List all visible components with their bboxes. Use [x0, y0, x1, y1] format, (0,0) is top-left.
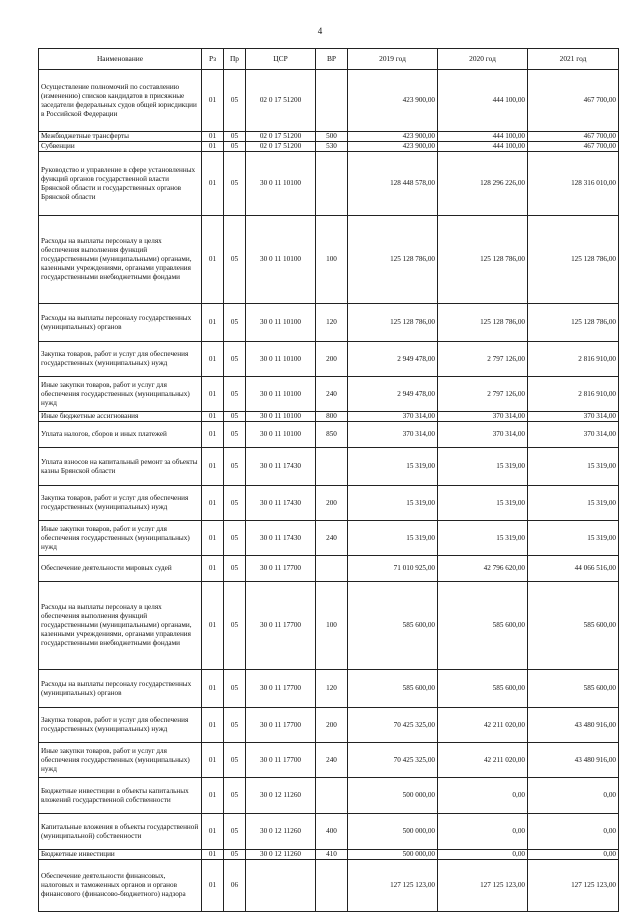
- cell-vr: 120: [316, 304, 348, 342]
- cell-name: Закупка товаров, работ и услуг для обеспечения государственных (муниципальных) нужд: [39, 708, 202, 743]
- cell-pr: 05: [224, 152, 246, 216]
- cell-rz: 01: [202, 814, 224, 850]
- col-header-2021: 2021 год: [528, 49, 619, 70]
- cell-csr: 30 0 12 11260: [246, 850, 316, 860]
- col-header-name: Наименование: [39, 49, 202, 70]
- cell-pr: 05: [224, 814, 246, 850]
- cell-2019: 585 600,00: [348, 670, 438, 708]
- cell-name: Субвенции: [39, 142, 202, 152]
- cell-2019: 70 425 325,00: [348, 743, 438, 778]
- cell-2021: 467 700,00: [528, 142, 619, 152]
- cell-name: Иные закупки товаров, работ и услуг для обеспечения государственных (муниципальных) нужд: [39, 521, 202, 556]
- cell-csr: 30 0 11 10100: [246, 216, 316, 304]
- cell-2020: 585 600,00: [438, 670, 528, 708]
- cell-pr: 05: [224, 304, 246, 342]
- cell-csr: 30 0 11 17430: [246, 448, 316, 486]
- budget-table: [38, 48, 619, 912]
- cell-pr: 06: [224, 860, 246, 912]
- table-row: [39, 670, 619, 708]
- cell-name: Иные бюджетные ассигнования: [39, 412, 202, 422]
- table-row: [39, 422, 619, 448]
- table-row: [39, 304, 619, 342]
- cell-vr: 410: [316, 850, 348, 860]
- cell-2019: 500 000,00: [348, 778, 438, 814]
- cell-2021: 44 066 516,00: [528, 556, 619, 582]
- cell-2019: 2 949 478,00: [348, 342, 438, 377]
- cell-csr: 30 0 11 10100: [246, 422, 316, 448]
- cell-pr: 05: [224, 216, 246, 304]
- cell-csr: 30 0 11 17700: [246, 743, 316, 778]
- table-row: [39, 448, 619, 486]
- cell-name: Уплата налогов, сборов и иных платежей: [39, 422, 202, 448]
- cell-2021: 125 128 786,00: [528, 216, 619, 304]
- cell-pr: 05: [224, 486, 246, 521]
- cell-2019: 370 314,00: [348, 412, 438, 422]
- cell-2021: 127 125 123,00: [528, 860, 619, 912]
- cell-2020: 0,00: [438, 778, 528, 814]
- cell-csr: 30 0 11 17430: [246, 521, 316, 556]
- cell-rz: 01: [202, 412, 224, 422]
- table-row: [39, 521, 619, 556]
- cell-2020: 0,00: [438, 814, 528, 850]
- cell-2020: 42 211 020,00: [438, 708, 528, 743]
- cell-pr: 05: [224, 377, 246, 412]
- table-row: [39, 342, 619, 377]
- cell-pr: 05: [224, 670, 246, 708]
- col-header-vr: ВР: [316, 49, 348, 70]
- cell-2021: 15 319,00: [528, 486, 619, 521]
- cell-rz: 01: [202, 152, 224, 216]
- cell-name: Обеспечение деятельности мировых судей: [39, 556, 202, 582]
- cell-2021: 43 480 916,00: [528, 743, 619, 778]
- cell-2021: 585 600,00: [528, 670, 619, 708]
- cell-pr: 05: [224, 850, 246, 860]
- cell-name: Расходы на выплаты персоналу государственных (муниципальных) органов: [39, 304, 202, 342]
- cell-rz: 01: [202, 486, 224, 521]
- table-row: [39, 70, 619, 132]
- cell-2019: 70 425 325,00: [348, 708, 438, 743]
- cell-name: Иные закупки товаров, работ и услуг для обеспечения государственных (муниципальных) нужд: [39, 743, 202, 778]
- cell-2019: 370 314,00: [348, 422, 438, 448]
- cell-pr: 05: [224, 521, 246, 556]
- cell-name: Обеспечение деятельности финансовых, налоговых и таможенных органов и органов финансового (финансово-бюджетного) надзора: [39, 860, 202, 912]
- cell-name: Уплата взносов на капитальный ремонт за объекты казны Брянской области: [39, 448, 202, 486]
- cell-vr: 800: [316, 412, 348, 422]
- cell-csr: 02 0 17 51200: [246, 132, 316, 142]
- cell-csr: 02 0 17 51200: [246, 142, 316, 152]
- cell-rz: 01: [202, 304, 224, 342]
- cell-rz: 01: [202, 778, 224, 814]
- cell-name: Осуществление полномочий по составлению (изменению) списков кандидатов в присяжные заседатели федеральных судов общей юрисдикции в Российской Федерации: [39, 70, 202, 132]
- cell-vr: 530: [316, 142, 348, 152]
- cell-vr: 200: [316, 708, 348, 743]
- cell-rz: 01: [202, 377, 224, 412]
- cell-csr: 30 0 11 17700: [246, 556, 316, 582]
- cell-2021: 15 319,00: [528, 521, 619, 556]
- cell-2019: 15 319,00: [348, 521, 438, 556]
- cell-name: Бюджетные инвестиции: [39, 850, 202, 860]
- col-header-2020: 2020 год: [438, 49, 528, 70]
- cell-csr: 30 0 11 10100: [246, 152, 316, 216]
- table-row: [39, 582, 619, 670]
- table-row: [39, 850, 619, 860]
- cell-csr: 30 0 11 17700: [246, 670, 316, 708]
- cell-name: Расходы на выплаты персоналу в целях обеспечения выполнения функций государственными (муниципальными) органами, казенными учреждениями, органами управления государственными внебюджетными фондами: [39, 216, 202, 304]
- cell-name: Межбюджетные трансферты: [39, 132, 202, 142]
- cell-2020: 42 211 020,00: [438, 743, 528, 778]
- cell-pr: 05: [224, 70, 246, 132]
- cell-2021: 585 600,00: [528, 582, 619, 670]
- cell-rz: 01: [202, 670, 224, 708]
- cell-name: Капитальные вложения в объекты государственной (муниципальной) собственности: [39, 814, 202, 850]
- cell-rz: 01: [202, 850, 224, 860]
- cell-2021: 370 314,00: [528, 412, 619, 422]
- cell-vr: [316, 778, 348, 814]
- cell-2019: 500 000,00: [348, 850, 438, 860]
- cell-vr: 200: [316, 342, 348, 377]
- table-row: [39, 743, 619, 778]
- cell-2021: 0,00: [528, 814, 619, 850]
- cell-2019: 15 319,00: [348, 486, 438, 521]
- cell-name: Расходы на выплаты персоналу государственных (муниципальных) органов: [39, 670, 202, 708]
- col-header-pr: Пр: [224, 49, 246, 70]
- table-row: [39, 132, 619, 142]
- cell-vr: 240: [316, 743, 348, 778]
- col-header-csr: ЦСР: [246, 49, 316, 70]
- cell-2021: 0,00: [528, 778, 619, 814]
- cell-pr: 05: [224, 422, 246, 448]
- cell-csr: 30 0 11 10100: [246, 304, 316, 342]
- cell-2019: 423 900,00: [348, 70, 438, 132]
- cell-2020: 444 100,00: [438, 142, 528, 152]
- table-row: [39, 708, 619, 743]
- cell-2020: 444 100,00: [438, 70, 528, 132]
- cell-2020: 125 128 786,00: [438, 304, 528, 342]
- cell-pr: 05: [224, 708, 246, 743]
- cell-2019: 423 900,00: [348, 132, 438, 142]
- header-row: [39, 49, 619, 70]
- page-number: 4: [317, 26, 323, 36]
- cell-2019: 423 900,00: [348, 142, 438, 152]
- cell-pr: 05: [224, 778, 246, 814]
- cell-pr: 05: [224, 582, 246, 670]
- cell-pr: 05: [224, 448, 246, 486]
- cell-csr: [246, 860, 316, 912]
- cell-vr: 100: [316, 582, 348, 670]
- col-header-2019: 2019 год: [348, 49, 438, 70]
- cell-vr: 240: [316, 377, 348, 412]
- cell-2020: 15 319,00: [438, 448, 528, 486]
- cell-vr: [316, 556, 348, 582]
- cell-rz: 01: [202, 216, 224, 304]
- cell-2020: 2 797 126,00: [438, 342, 528, 377]
- cell-csr: 30 0 11 10100: [246, 412, 316, 422]
- cell-csr: 30 0 11 17700: [246, 708, 316, 743]
- cell-pr: 05: [224, 142, 246, 152]
- table-row: [39, 486, 619, 521]
- cell-vr: 850: [316, 422, 348, 448]
- cell-pr: 05: [224, 412, 246, 422]
- cell-2019: 125 128 786,00: [348, 304, 438, 342]
- table-row: [39, 377, 619, 412]
- table-row: [39, 142, 619, 152]
- cell-pr: 05: [224, 743, 246, 778]
- cell-2021: 43 480 916,00: [528, 708, 619, 743]
- cell-pr: 05: [224, 342, 246, 377]
- table-row: [39, 860, 619, 912]
- cell-2021: 2 816 910,00: [528, 377, 619, 412]
- cell-rz: 01: [202, 448, 224, 486]
- cell-rz: 01: [202, 70, 224, 132]
- cell-rz: 01: [202, 342, 224, 377]
- cell-name: Бюджетные инвестиции в объекты капитальных вложений государственной собственности: [39, 778, 202, 814]
- cell-name: Расходы на выплаты персоналу в целях обеспечения выполнения функций государственными (муниципальными) органами, казенными учреждениями, органами управления государственными внебюджетными фондами: [39, 582, 202, 670]
- cell-rz: 01: [202, 422, 224, 448]
- cell-rz: 01: [202, 582, 224, 670]
- table-row: [39, 778, 619, 814]
- cell-2020: 585 600,00: [438, 582, 528, 670]
- cell-2019: 71 010 925,00: [348, 556, 438, 582]
- cell-2020: 128 296 226,00: [438, 152, 528, 216]
- cell-name: Закупка товаров, работ и услуг для обеспечения государственных (муниципальных) нужд: [39, 342, 202, 377]
- cell-2020: 125 128 786,00: [438, 216, 528, 304]
- cell-2020: 370 314,00: [438, 422, 528, 448]
- cell-rz: 01: [202, 743, 224, 778]
- cell-2021: 370 314,00: [528, 422, 619, 448]
- table-row: [39, 556, 619, 582]
- cell-2020: 42 796 620,00: [438, 556, 528, 582]
- cell-csr: 02 0 17 51200: [246, 70, 316, 132]
- cell-rz: 01: [202, 556, 224, 582]
- cell-2021: 467 700,00: [528, 132, 619, 142]
- cell-csr: 30 0 11 10100: [246, 377, 316, 412]
- cell-2020: 15 319,00: [438, 521, 528, 556]
- cell-pr: 05: [224, 132, 246, 142]
- cell-rz: 01: [202, 860, 224, 912]
- cell-csr: 30 0 11 17430: [246, 486, 316, 521]
- cell-2021: 15 319,00: [528, 448, 619, 486]
- cell-2021: 128 316 010,00: [528, 152, 619, 216]
- cell-pr: 05: [224, 556, 246, 582]
- table-row: [39, 412, 619, 422]
- cell-2019: 500 000,00: [348, 814, 438, 850]
- cell-rz: 01: [202, 708, 224, 743]
- cell-vr: 200: [316, 486, 348, 521]
- cell-vr: [316, 70, 348, 132]
- cell-vr: 120: [316, 670, 348, 708]
- cell-2020: 127 125 123,00: [438, 860, 528, 912]
- cell-2019: 128 448 578,00: [348, 152, 438, 216]
- cell-vr: 400: [316, 814, 348, 850]
- table-row: [39, 814, 619, 850]
- cell-csr: 30 0 11 17700: [246, 582, 316, 670]
- cell-2020: 2 797 126,00: [438, 377, 528, 412]
- cell-2021: 125 128 786,00: [528, 304, 619, 342]
- table-row: [39, 152, 619, 216]
- cell-2021: 2 816 910,00: [528, 342, 619, 377]
- cell-vr: [316, 860, 348, 912]
- col-header-rz: Рз: [202, 49, 224, 70]
- cell-2019: 15 319,00: [348, 448, 438, 486]
- cell-name: Иные закупки товаров, работ и услуг для обеспечения государственных (муниципальных) нужд: [39, 377, 202, 412]
- cell-vr: [316, 152, 348, 216]
- cell-rz: 01: [202, 142, 224, 152]
- cell-vr: 240: [316, 521, 348, 556]
- cell-vr: 100: [316, 216, 348, 304]
- cell-name: Закупка товаров, работ и услуг для обеспечения государственных (муниципальных) нужд: [39, 486, 202, 521]
- cell-csr: 30 0 11 10100: [246, 342, 316, 377]
- cell-rz: 01: [202, 521, 224, 556]
- cell-csr: 30 0 12 11260: [246, 778, 316, 814]
- cell-csr: 30 0 12 11260: [246, 814, 316, 850]
- cell-2020: 444 100,00: [438, 132, 528, 142]
- cell-2020: 15 319,00: [438, 486, 528, 521]
- cell-2021: 467 700,00: [528, 70, 619, 132]
- cell-2019: 125 128 786,00: [348, 216, 438, 304]
- cell-2019: 585 600,00: [348, 582, 438, 670]
- cell-name: Руководство и управление в сфере установленных функций органов государственной власти Брянской области и государственных органов Брянской области: [39, 152, 202, 216]
- cell-2020: 370 314,00: [438, 412, 528, 422]
- cell-2019: 2 949 478,00: [348, 377, 438, 412]
- cell-vr: [316, 448, 348, 486]
- cell-2019: 127 125 123,00: [348, 860, 438, 912]
- cell-2020: 0,00: [438, 850, 528, 860]
- cell-vr: 500: [316, 132, 348, 142]
- cell-2021: 0,00: [528, 850, 619, 860]
- table-row: [39, 216, 619, 304]
- cell-rz: 01: [202, 132, 224, 142]
